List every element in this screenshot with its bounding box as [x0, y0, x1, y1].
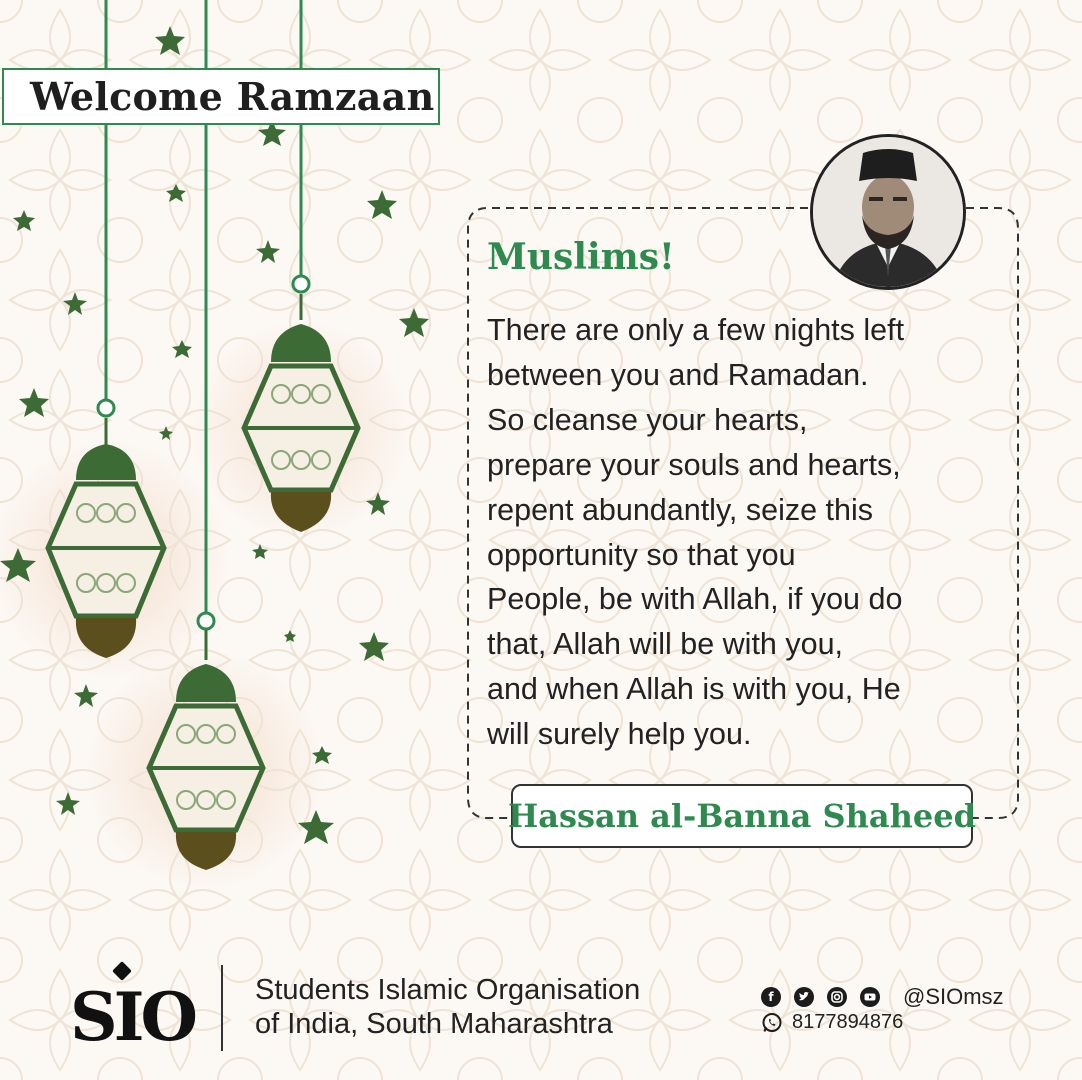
footer-divider: [221, 965, 223, 1051]
phone-number[interactable]: 8177894876: [792, 1011, 904, 1033]
quote-text: [487, 308, 1007, 757]
youtube-icon[interactable]: [860, 987, 880, 1007]
logo-text: SIO: [70, 978, 195, 1056]
whatsapp-contact: [761, 1011, 903, 1034]
quote-line: between you and Ramadan.: [487, 357, 869, 392]
quote-line: will surely help you.: [487, 717, 752, 752]
sio-logo: [70, 960, 200, 1055]
org-line-2: of India, South Maharashtra: [255, 1008, 613, 1040]
social-handle[interactable]: @SIOmsz: [903, 984, 1004, 1009]
organisation-name: [255, 973, 640, 1041]
quote-line: So cleanse your hearts,: [487, 402, 808, 437]
org-line-1: Students Islamic Organisation: [255, 974, 641, 1006]
author-portrait: [810, 134, 966, 290]
quote-line: prepare your souls and hearts,: [487, 447, 901, 482]
quote-line: opportunity so that you: [487, 537, 796, 572]
whatsapp-icon[interactable]: [761, 1012, 783, 1034]
instagram-icon[interactable]: [827, 987, 847, 1007]
author-badge: [508, 784, 976, 848]
twitter-icon[interactable]: [794, 987, 814, 1007]
quote-line: People, be with Allah, if you do: [487, 582, 903, 617]
quote-line: There are only a few nights left: [487, 313, 905, 347]
portrait-image: [813, 137, 963, 287]
quote-line: and when Allah is with you, He: [487, 672, 901, 707]
quote-heading: Muslims!: [487, 236, 675, 278]
author-name: Hassan al-Banna Shaheed: [508, 797, 976, 835]
page-title: Welcome Ramzaan: [30, 74, 435, 119]
quote-line: repent abundantly, seize this: [487, 492, 874, 527]
quote-line: that, Allah will be with you,: [487, 627, 844, 662]
facebook-icon[interactable]: f: [761, 987, 781, 1007]
social-links: [761, 984, 1004, 1010]
